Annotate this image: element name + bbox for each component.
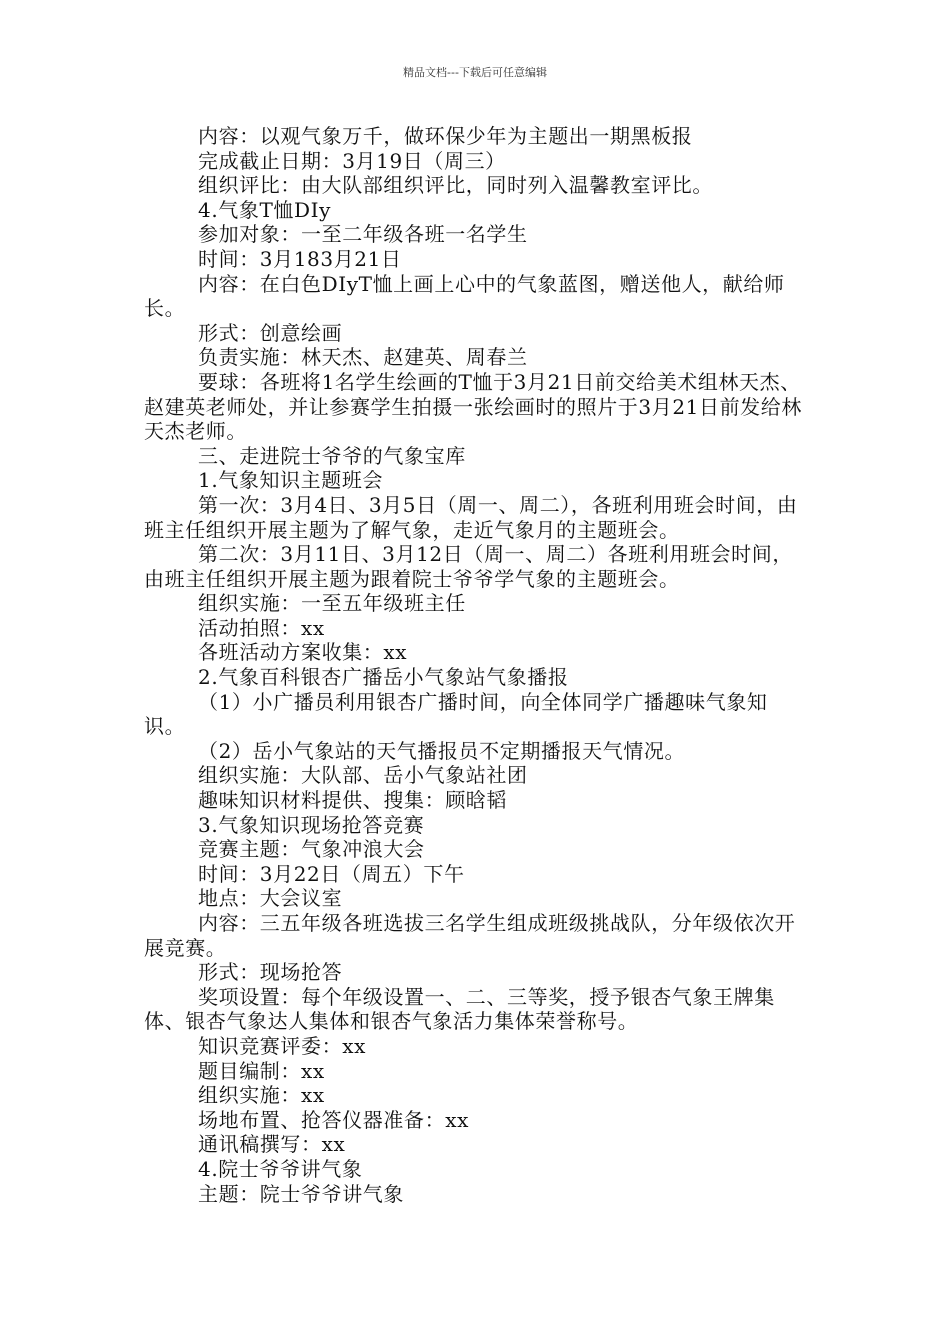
paragraph: 形式：创意绘画 (198, 320, 343, 345)
page-header: 精品文档---下载后可任意编辑 (403, 66, 547, 79)
paragraph: （2）岳小气象站的天气播报员不定期播报天气情况。 (198, 738, 686, 763)
paragraph: 趣味知识材料提供、搜集：顾晗韬 (198, 788, 507, 813)
paragraph: 知识竞赛评委：xx (198, 1033, 366, 1058)
section-heading: 三、走进院士爷爷的气象宝库 (198, 443, 466, 468)
paragraph: 内容：三五年级各班选拔三名学生组成班级挑战队，分年级依次开展竞赛。 (144, 911, 796, 960)
paragraph: 时间：3月22日（周五）下午 (198, 861, 465, 886)
paragraph: （1）小广播员利用银杏广播时间，向全体同学广播趣味气象知识。 (144, 689, 768, 739)
paragraph: 第二次：3月11日、3月12日（周一、周二）各班利用班会时间，由班主任组织开展主题为跟着院士爷爷学气象的主题班会。 (144, 542, 793, 591)
paragraph: 奖项设置：每个年级设置一、二、三等奖，授予银杏气象王牌集体、银杏气象达人集体和银杏气象活力集体荣誉称号。 (144, 984, 775, 1034)
paragraph: 完成截止日期：3月19日（周三） (198, 148, 506, 173)
paragraph: 第一次：3月4日、3月5日（周一、周二），各班利用班会时间，由班主任组织开展主题为了解气象，走近气象月的主题班会。 (144, 492, 798, 542)
paragraph: 活动拍照：xx (198, 615, 325, 640)
paragraph: 组织实施：一至五年级班主任 (198, 591, 466, 616)
section-heading: 4.气象T恤DIy (198, 197, 332, 222)
paragraph: 内容：以观气象万千，做环保少年为主题出一期黑板报 (198, 124, 693, 148)
paragraph: 场地布置、抢答仪器准备：xx (198, 1107, 469, 1132)
section-heading: 1.气象知识主题班会 (198, 468, 384, 493)
paragraph: 通讯稿撰写：xx (198, 1132, 346, 1157)
section-heading: 4.院士爷爷讲气象 (198, 1156, 363, 1181)
paragraph: 竞赛主题：气象冲浪大会 (198, 837, 425, 862)
paragraph: 组织实施：大队部、岳小气象站社团 (198, 763, 528, 788)
paragraph: 内容：在白色DIyT恤上画上心中的气象蓝图，赠送他人，献给师长。 (144, 271, 785, 321)
paragraph: 组织评比：由大队部组织评比，同时列入温馨教室评比。 (198, 173, 713, 198)
paragraph: 时间：3月183月21日 (198, 246, 402, 271)
paragraph: 形式：现场抢答 (198, 960, 343, 985)
paragraph: 主题：院士爷爷讲气象 (198, 1181, 404, 1206)
paragraph: 组织实施：xx (198, 1083, 325, 1108)
paragraph: 负责实施：林天杰、赵建英、周春兰 (198, 345, 528, 370)
paragraph: 题目编制：xx (198, 1058, 325, 1083)
paragraph: 各班活动方案收集：xx (198, 640, 408, 665)
paragraph: 要球：各班将1名学生绘画的T恤于3月21日前交给美术组林天杰、赵建英老师处，并让参赛学生拍摄一张绘画时的照片于3月21日前发给林天杰老师。 (144, 369, 802, 444)
section-heading: 2.气象百科银杏广播岳小气象站气象播报 (198, 665, 569, 690)
section-heading: 3.气象知识现场抢答竞赛 (198, 812, 425, 837)
document-body (144, 124, 808, 1206)
paragraph: 参加对象：一至二年级各班一名学生 (198, 222, 528, 247)
paragraph: 地点：大会议室 (198, 886, 343, 911)
